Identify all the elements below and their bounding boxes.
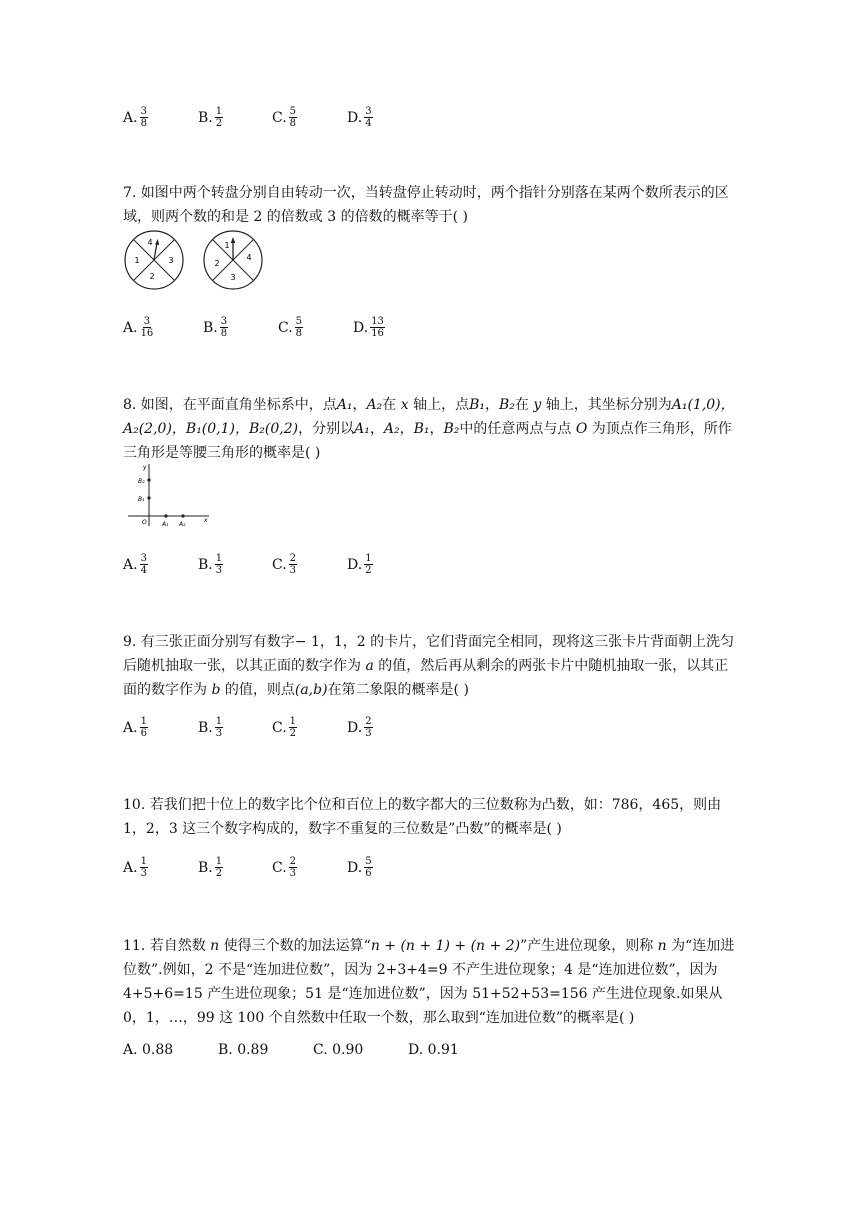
spinner-2-label-bottom: 3 (230, 273, 236, 282)
q9-option-a[interactable]: A. $\frac{1}{6}$ (123, 716, 147, 739)
q8-option-c[interactable]: C. $\frac{2}{3}$ (272, 553, 297, 576)
q10-option-d[interactable]: D. $\frac{5}{6}$ (347, 856, 372, 879)
spinner-2-label-right: 4 (246, 253, 252, 262)
spinner-1-label-bottom: 2 (149, 272, 155, 281)
q11-option-a[interactable]: A. 0.88 (123, 1042, 174, 1058)
q9-option-d[interactable]: D. $\frac{2}{3}$ (347, 716, 372, 739)
q8-label-a1: A₁ (162, 521, 169, 528)
q8-stem: 8. 如图，在平面直角坐标系中，点A₁，A₂在 x 轴上，点B₁，B₂在 y 轴上，其坐标分别为A₁(1,0)，A₂(2,0)，B₁(0,1)，B₂(0,2)，分别以A₁，A₂，B₁，B₂中的任意两点与点 O 为顶点作三角形，所作三角形是等腰三角形的概率是( ) (123, 397, 735, 461)
q8-point-a1 (164, 514, 167, 517)
q7-option-b[interactable]: B. $\frac{3}{8}$ (203, 316, 228, 339)
q7-stem: 7. 如图中两个转盘分别自由转动一次，当转盘停止转动时，两个指针分别落在某两个数所表示的区域，则两个数的和是 2 的倍数或 3 的倍数的概率等于( ) (123, 185, 729, 225)
spinner-2-label-left: 2 (214, 259, 220, 268)
q10-option-b[interactable]: B. $\frac{1}{2}$ (198, 856, 223, 879)
q6-option-a[interactable]: A. $\frac{3}{8}$ (123, 106, 147, 129)
q6-option-d[interactable]: D. $\frac{3}{4}$ (347, 106, 372, 129)
q7-option-c[interactable]: C. $\frac{5}{8}$ (278, 316, 303, 339)
q8-point-b2 (147, 478, 150, 481)
q8-point-a2 (181, 514, 184, 517)
q8-coords: A₁(1,0)，A₂(2,0)，B₁(0,1)，B₂(0,2) (123, 397, 735, 437)
spinner-2 (204, 231, 262, 289)
q8-label-o: O (142, 519, 147, 526)
q10-option-a[interactable]: A. $\frac{1}{3}$ (123, 856, 147, 879)
q11-expression: n + (n + 1) + (n + 2) (370, 938, 521, 954)
q9-option-c[interactable]: C. $\frac{1}{2}$ (272, 716, 297, 739)
q6-option-b[interactable]: B. $\frac{1}{2}$ (198, 106, 223, 129)
q9-stem: 9. 有三张正面分别写有数字− 1，1，2 的卡片，它们背面完全相同，现将这三张卡片背面朝上洗匀后随机抽取一张，以其正面的数字作为 a 的值，然后再从剩余的两张卡片中随机抽取一张，以其正面的数字作为 b 的值，则点(a,b)在第二象限的概率是( ) (123, 634, 735, 698)
spinner-1-label-left: 1 (134, 256, 140, 265)
q8-coordinate-figure (125, 460, 215, 530)
q10-option-c[interactable]: C. $\frac{2}{3}$ (272, 856, 297, 879)
q8-option-a[interactable]: A. $\frac{3}{4}$ (123, 553, 147, 576)
q7-option-a[interactable]: A. $\frac{3}{16}$ (123, 316, 154, 339)
q6-option-c[interactable]: C. $\frac{5}{8}$ (272, 106, 297, 129)
q8-label-x: x (204, 517, 208, 524)
spinner-1-label-top: 4 (147, 238, 153, 247)
spinner-1 (125, 231, 183, 289)
q8-point-b1 (147, 496, 150, 499)
spinner-1-label-right: 3 (168, 256, 174, 265)
q8-label-b2: B₂ (138, 478, 145, 485)
q11-option-d[interactable]: D. 0.91 (408, 1042, 459, 1058)
q10-stem: 10. 若我们把十位上的数字比个位和百位上的数字都大的三位数称为凸数，如：786，465，则由 1，2，3 这三个数字构成的，数字不重复的三位数是”凸数”的概率是( ) (123, 797, 722, 837)
q7-option-d[interactable]: D. $\frac{13}{16}$ (353, 316, 384, 339)
q11-stem: 11. 若自然数 n 使得三个数的加法运算“n + (n + 1) + (n + 2)”产生进位现象，则称 n 为“连加进位数”.例如，2 不是“连加进位数”，因为 2+3+4=9 不产生进位现象；4 是“连加进位数”，因为 4+5+6=15 产生进位现象；51 是“连加进位数”，因为 51+52+53=156 产生进位现象.如果从 0，1，…，99 这 100 个自然数中任取一个数，那么取到“连加进位数”的概率是( ) (123, 938, 735, 1026)
q8-option-d[interactable]: D. $\frac{1}{2}$ (347, 553, 372, 576)
q8-label-y: y (143, 464, 147, 471)
q8-label-a2: A₂ (179, 521, 186, 528)
q8-option-b[interactable]: B. $\frac{1}{3}$ (198, 553, 223, 576)
q11-option-b[interactable]: B. 0.89 (218, 1042, 269, 1058)
q8-label-b1: B₁ (138, 496, 145, 503)
q11-option-c[interactable]: C. 0.90 (313, 1042, 364, 1058)
q9-option-b[interactable]: B. $\frac{1}{3}$ (198, 716, 223, 739)
spinner-2-label-top: 1 (224, 241, 230, 250)
q7-spinners-figure (123, 229, 273, 291)
